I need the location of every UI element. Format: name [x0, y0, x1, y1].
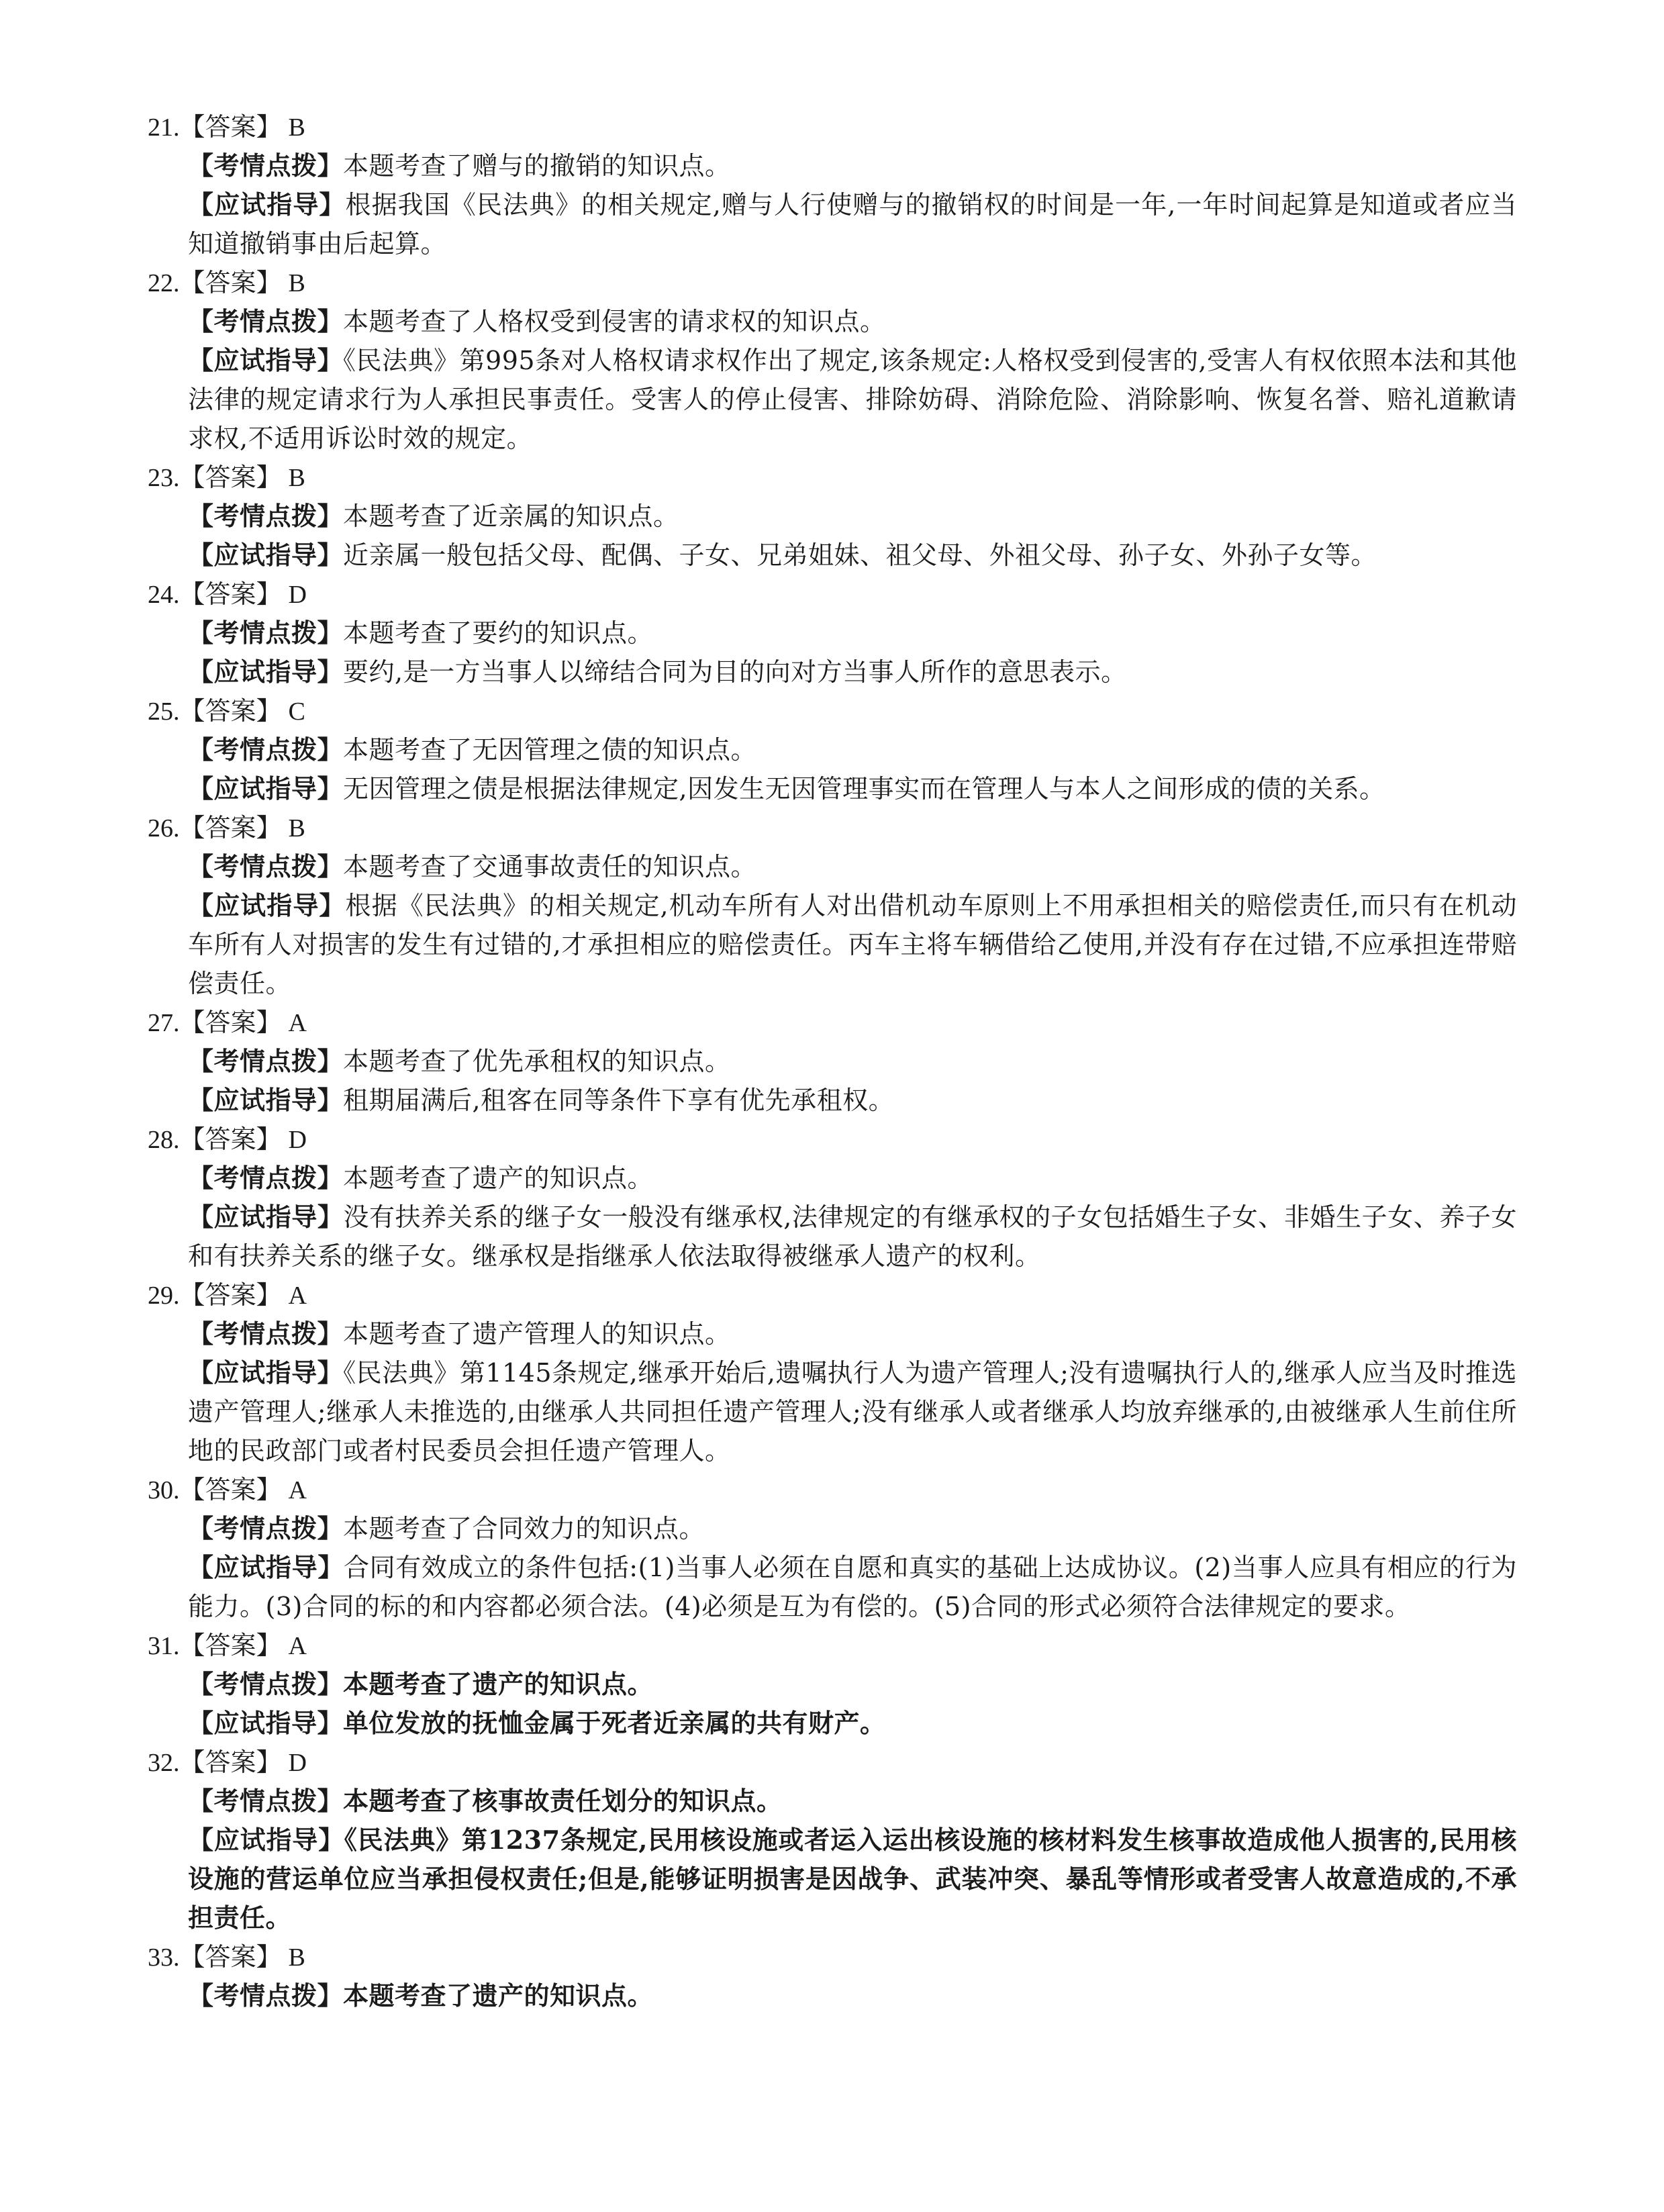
- answer-choice: A: [288, 1282, 307, 1310]
- answer-choice: A: [288, 1476, 307, 1504]
- point-text: 本题考查了遗产管理人的知识点。: [343, 1319, 731, 1349]
- answer-item-26: [148, 808, 1517, 1003]
- point-paragraph: [148, 1314, 1517, 1353]
- answer-label: 【答案】: [179, 813, 282, 843]
- guide-label: 【应试指导】: [188, 1202, 344, 1232]
- answer-line: [148, 1937, 1517, 1976]
- answer-explanations-page: [148, 107, 1517, 2015]
- answer-choice: B: [288, 814, 305, 843]
- guide-label: 【应试指导】: [188, 1552, 344, 1582]
- point-paragraph: [148, 614, 1517, 653]
- point-text: 本题考查了遗产的知识点。: [343, 1980, 654, 2011]
- answer-line: [148, 107, 1517, 146]
- point-label: 【考情点拨】: [188, 306, 344, 336]
- answer-item-28: [148, 1120, 1517, 1276]
- guide-text: 《民法典》第995条对人格权请求权作出了规定,该条规定:人格权受到侵害的,受害人有权依照本法和其他法律的规定请求行为人承担民事责任。受害人的停止侵害、排除妨碍、消除危险、消除影响、恢复名誉、赔礼道歉请求权,不适用诉讼时效的规定。: [188, 346, 1518, 453]
- answer-line: [148, 458, 1517, 497]
- point-text: 本题考查了无因管理之债的知识点。: [343, 735, 757, 765]
- guide-text: 根据《民法典》的相关规定,机动车所有人对出借机动车原则上不用承担相关的赔偿责任,而只有在机动车所有人对损害的发生有过错的,才承担相应的赔偿责任。丙车主将车辆借给乙使用,并没有存在过错,不应承担连带赔偿责任。: [188, 891, 1517, 998]
- point-text: 本题考查了要约的知识点。: [343, 618, 654, 648]
- point-label: 【考情点拨】: [188, 618, 344, 648]
- answer-label: 【答案】: [179, 1280, 282, 1310]
- guide-paragraph: [148, 1821, 1517, 1937]
- point-label: 【考情点拨】: [188, 1046, 344, 1076]
- point-text: 本题考查了人格权受到侵害的请求权的知识点。: [343, 307, 886, 336]
- point-label: 【考情点拨】: [188, 501, 344, 531]
- point-paragraph: [148, 1665, 1517, 1704]
- answer-label: 【答案】: [179, 1008, 282, 1037]
- point-paragraph: [148, 1782, 1517, 1821]
- point-label: 【考情点拨】: [188, 1163, 344, 1193]
- question-number: 29.: [148, 1282, 180, 1310]
- answer-label: 【答案】: [179, 1475, 282, 1504]
- point-label: 【考情点拨】: [188, 150, 344, 181]
- point-text: 本题考查了遗产的知识点。: [343, 1669, 654, 1699]
- answer-item-30: [148, 1470, 1517, 1626]
- answer-line: [148, 1276, 1517, 1314]
- answer-line: [148, 1626, 1517, 1665]
- guide-label: 【应试指导】: [188, 773, 344, 804]
- answer-choice: B: [288, 1943, 305, 1972]
- answer-label: 【答案】: [179, 112, 282, 142]
- question-number: 30.: [148, 1476, 180, 1504]
- question-number: 33.: [148, 1943, 180, 1972]
- guide-text: 租期届满后,租客在同等条件下享有优先承租权。: [343, 1086, 895, 1115]
- question-number: 24.: [148, 581, 180, 609]
- point-label: 【考情点拨】: [188, 851, 344, 881]
- point-text: 本题考查了核事故责任划分的知识点。: [343, 1786, 783, 1816]
- question-number: 22.: [148, 269, 180, 297]
- point-text: 本题考查了优先承租权的知识点。: [343, 1047, 731, 1076]
- point-label: 【考情点拨】: [188, 1318, 344, 1349]
- answer-choice: B: [288, 113, 305, 142]
- answer-line: [148, 1743, 1517, 1782]
- guide-paragraph: [148, 185, 1517, 263]
- point-paragraph: [148, 497, 1517, 536]
- answer-item-33: [148, 1937, 1517, 2015]
- guide-text: 没有扶养关系的继子女一般没有继承权,法律规定的有继承权的子女包括婚生子女、非婚生子女、养子女和有扶养关系的继子女。继承权是指继承人依法取得被继承人遗产的权利。: [188, 1202, 1517, 1271]
- guide-paragraph: [148, 1353, 1517, 1470]
- point-label: 【考情点拨】: [188, 1786, 344, 1816]
- guide-paragraph: [148, 653, 1517, 691]
- question-number: 26.: [148, 814, 180, 843]
- question-number: 32.: [148, 1749, 180, 1777]
- answer-label: 【答案】: [179, 268, 282, 297]
- answer-choice: A: [288, 1009, 307, 1037]
- guide-text: 近亲属一般包括父母、配偶、子女、兄弟姐妹、祖父母、外祖父母、孙子女、外孙子女等。: [343, 540, 1377, 570]
- point-label: 【考情点拨】: [188, 1513, 344, 1543]
- guide-label: 【应试指导】: [188, 1708, 344, 1738]
- answer-item-31: [148, 1626, 1517, 1743]
- answer-choice: B: [288, 464, 305, 492]
- guide-label: 【应试指导】: [188, 189, 346, 220]
- guide-text: 单位发放的抚恤金属于死者近亲属的共有财产。: [343, 1708, 886, 1738]
- answer-item-24: [148, 575, 1517, 691]
- answer-item-22: [148, 263, 1517, 458]
- answer-label: 【答案】: [179, 1747, 282, 1777]
- answer-label: 【答案】: [179, 579, 282, 609]
- answer-item-27: [148, 1003, 1517, 1120]
- guide-paragraph: [148, 536, 1517, 575]
- point-paragraph: [148, 302, 1517, 341]
- answer-item-21: [148, 107, 1517, 263]
- guide-paragraph: [148, 1548, 1517, 1626]
- answer-choice: D: [288, 581, 307, 609]
- answer-line: [148, 1120, 1517, 1159]
- question-number: 23.: [148, 464, 180, 492]
- guide-text: 要约,是一方当事人以缔结合同为目的向对方当事人所作的意思表示。: [343, 657, 1127, 687]
- point-text: 本题考查了交通事故责任的知识点。: [343, 852, 757, 881]
- point-text: 本题考查了遗产的知识点。: [343, 1163, 654, 1193]
- answer-line: [148, 808, 1517, 847]
- guide-label: 【应试指导】: [188, 1357, 344, 1388]
- guide-text: 根据我国《民法典》的相关规定,赠与人行使赠与的撤销权的时间是一年,一年时间起算是知道或者应当知道撤销事由后起算。: [188, 190, 1517, 258]
- answer-choice: A: [288, 1632, 307, 1660]
- guide-label: 【应试指导】: [188, 345, 344, 375]
- answer-line: [148, 1003, 1517, 1042]
- answer-line: [148, 691, 1517, 730]
- guide-text: 合同有效成立的条件包括:(1)当事人必须在自愿和真实的基础上达成协议。(2)当事人应具有相应的行为能力。(3)合同的标的和内容都必须合法。(4)必须是互为有偿的。(5)合同的形式必须符合法律规定的要求。: [188, 1553, 1517, 1621]
- answer-line: [148, 575, 1517, 614]
- point-paragraph: [148, 847, 1517, 886]
- answer-choice: C: [288, 698, 305, 726]
- answer-item-23: [148, 458, 1517, 575]
- point-paragraph: [148, 730, 1517, 769]
- guide-paragraph: [148, 769, 1517, 808]
- question-number: 27.: [148, 1009, 180, 1037]
- guide-label: 【应试指导】: [188, 1825, 344, 1855]
- answer-label: 【答案】: [179, 1124, 282, 1154]
- point-label: 【考情点拨】: [188, 1669, 344, 1699]
- guide-paragraph: [148, 1081, 1517, 1120]
- question-number: 25.: [148, 698, 180, 726]
- point-paragraph: [148, 1509, 1517, 1548]
- guide-text: 无因管理之债是根据法律规定,因发生无因管理事实而在管理人与本人之间形成的债的关系。: [343, 774, 1385, 804]
- point-paragraph: [148, 146, 1517, 185]
- point-label: 【考情点拨】: [188, 734, 344, 765]
- point-paragraph: [148, 1976, 1517, 2015]
- guide-label: 【应试指导】: [188, 1085, 344, 1115]
- answer-line: [148, 1470, 1517, 1509]
- guide-label: 【应试指导】: [188, 657, 344, 687]
- guide-paragraph: [148, 341, 1517, 458]
- guide-label: 【应试指导】: [188, 890, 346, 920]
- guide-paragraph: [148, 886, 1517, 1003]
- answer-choice: D: [288, 1749, 307, 1777]
- guide-label: 【应试指导】: [188, 540, 344, 570]
- point-label: 【考情点拨】: [188, 1980, 344, 2011]
- answer-line: [148, 263, 1517, 302]
- guide-paragraph: [148, 1704, 1517, 1743]
- answer-item-29: [148, 1276, 1517, 1470]
- point-paragraph: [148, 1159, 1517, 1198]
- guide-paragraph: [148, 1198, 1517, 1276]
- question-number: 21.: [148, 113, 180, 142]
- answer-label: 【答案】: [179, 1631, 282, 1660]
- answer-choice: B: [288, 269, 305, 297]
- point-text: 本题考查了合同效力的知识点。: [343, 1514, 705, 1543]
- answer-item-32: [148, 1743, 1517, 1937]
- question-number: 31.: [148, 1632, 180, 1660]
- answer-label: 【答案】: [179, 1942, 282, 1972]
- guide-text: 《民法典》第1237条规定,民用核设施或者运入运出核设施的核材料发生核事故造成他人损害的,民用核设施的营运单位应当承担侵权责任;但是,能够证明损害是因战争、武装冲突、暴乱等情形或者受害人故意造成的,不承担责任。: [188, 1825, 1517, 1933]
- question-number: 28.: [148, 1126, 180, 1154]
- point-text: 本题考查了近亲属的知识点。: [343, 501, 679, 531]
- guide-text: 《民法典》第1145条规定,继承开始后,遗嘱执行人为遗产管理人;没有遗嘱执行人的,继承人应当及时推选遗产管理人;继承人未推选的,由继承人共同担任遗产管理人;没有继承人或者继承人均放弃继承的,由被继承人生前住所地的民政部门或者村民委员会担任遗产管理人。: [188, 1358, 1517, 1465]
- answer-item-25: [148, 691, 1517, 808]
- answer-label: 【答案】: [179, 696, 282, 726]
- answer-label: 【答案】: [179, 463, 282, 492]
- point-text: 本题考查了赠与的撤销的知识点。: [343, 151, 731, 181]
- point-paragraph: [148, 1042, 1517, 1081]
- answer-choice: D: [288, 1126, 307, 1154]
